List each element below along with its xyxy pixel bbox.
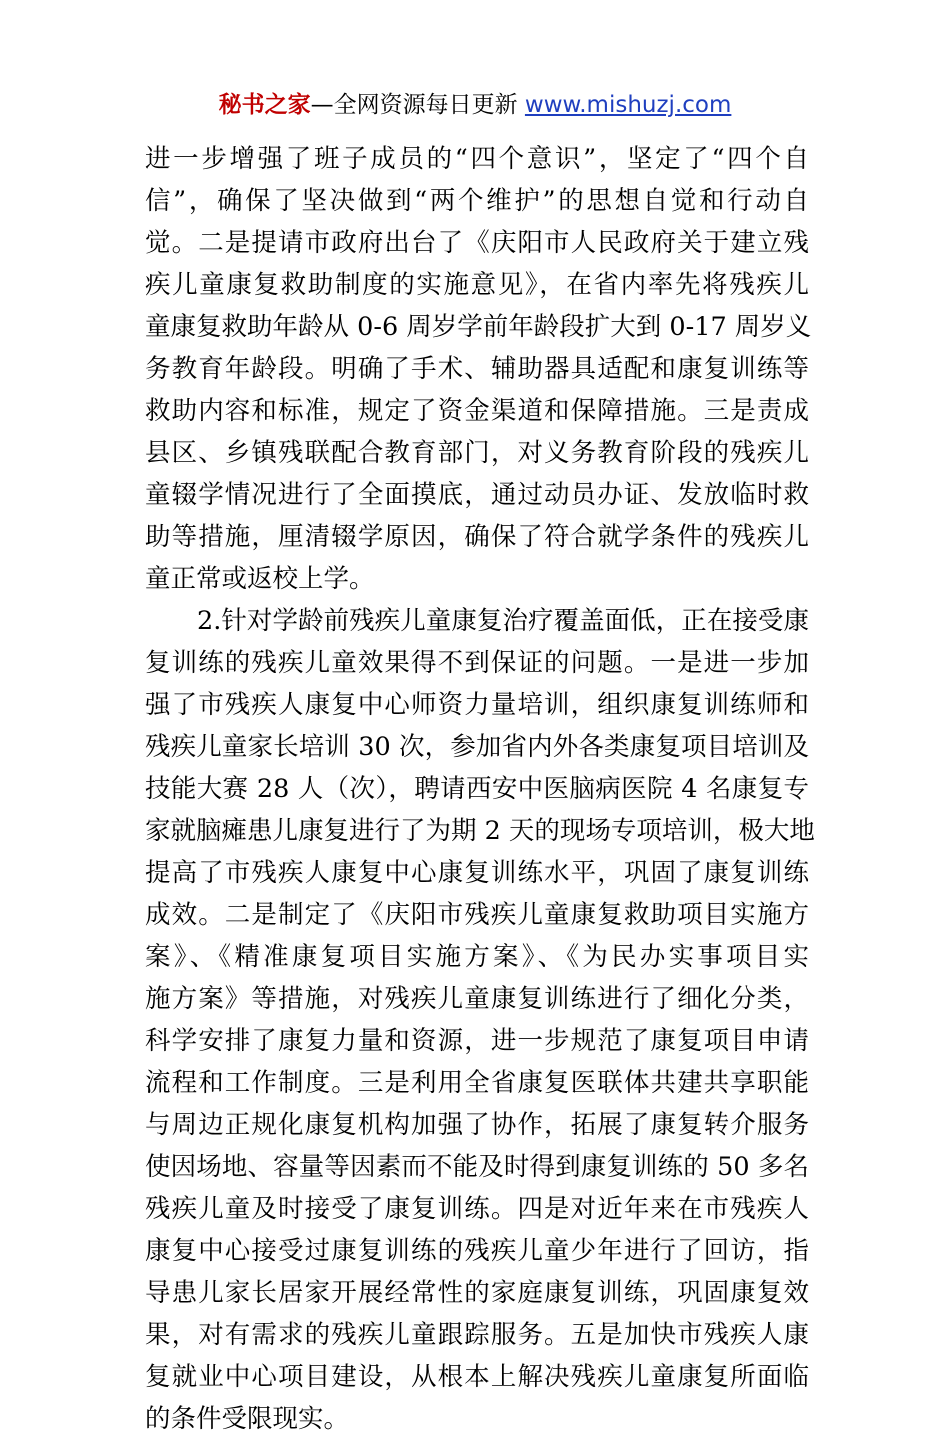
paragraph-end-line: 的条件受限现实。 bbox=[145, 1404, 350, 1434]
text-line: 提高了市残疾人康复中心康复训练水平，巩固了康复训练 bbox=[145, 858, 809, 888]
text-line: 助等措施，厘清辍学原因，确保了符合就学条件的残疾儿 bbox=[145, 522, 809, 552]
paragraph-start-line: 2.针对学龄前残疾儿童康复治疗覆盖面低，正在接受康 bbox=[197, 606, 809, 636]
text-line: 疾儿童康复救助制度的实施意见》，在省内率先将残疾儿 bbox=[145, 270, 809, 300]
text-line: 技能大赛 28 人（次），聘请西安中医脑病医院 4 名康复专 bbox=[145, 774, 809, 804]
text-line: 进一步增强了班子成员的“四个意识”，坚定了“四个自 bbox=[145, 144, 809, 174]
text-line: 导患儿家长居家开展经常性的家庭康复训练，巩固康复效 bbox=[145, 1278, 809, 1308]
text-line: 流程和工作制度。三是利用全省康复医联体共建共享职能 bbox=[145, 1068, 809, 1098]
text-line: 果，对有需求的残疾儿童跟踪服务。五是加快市残疾人康 bbox=[145, 1320, 809, 1350]
text-line: 施方案》等措施，对残疾儿童康复训练进行了细化分类， bbox=[145, 984, 809, 1014]
paragraph-end-line: 童正常或返校上学。 bbox=[145, 564, 375, 594]
text-line: 成效。二是制定了《庆阳市残疾儿童康复救助项目实施方 bbox=[145, 900, 809, 930]
text-line: 觉。二是提请市政府出台了《庆阳市人民政府关于建立残 bbox=[145, 228, 809, 258]
text-line: 童康复救助年龄从 0-6 周岁学前年龄段扩大到 0-17 周岁义 bbox=[145, 312, 812, 342]
text-line: 复训练的残疾儿童效果得不到保证的问题。一是进一步加 bbox=[145, 648, 809, 678]
header-tagline: —全网资源每日更新 bbox=[310, 92, 525, 118]
text-line: 救助内容和标准，规定了资金渠道和保障措施。三是责成 bbox=[145, 396, 809, 426]
page-header bbox=[0, 90, 950, 120]
text-line: 残疾儿童家长培训 30 次，参加省内外各类康复项目培训及 bbox=[145, 732, 809, 762]
text-line: 康复中心接受过康复训练的残疾儿童少年进行了回访，指 bbox=[145, 1236, 809, 1266]
text-line: 信”，确保了坚决做到“两个维护”的思想自觉和行动自 bbox=[145, 186, 809, 216]
text-line: 强了市残疾人康复中心师资力量培训，组织康复训练师和 bbox=[145, 690, 809, 720]
text-line: 务教育年龄段。明确了手术、辅助器具适配和康复训练等 bbox=[145, 354, 809, 384]
brand-name: 秘书之家 bbox=[218, 92, 311, 118]
text-line: 使因场地、容量等因素而不能及时得到康复训练的 50 多名 bbox=[145, 1152, 809, 1182]
text-line: 科学安排了康复力量和资源，进一步规范了康复项目申请 bbox=[145, 1026, 809, 1056]
text-line: 家就脑瘫患儿康复进行了为期 2 天的现场专项培训，极大地 bbox=[145, 816, 815, 846]
text-line: 残疾儿童及时接受了康复训练。四是对近年来在市残疾人 bbox=[145, 1194, 809, 1224]
text-line: 与周边正规化康复机构加强了协作，拓展了康复转介服务 bbox=[145, 1110, 809, 1140]
document-body bbox=[145, 138, 815, 1440]
text-line: 案》、《精准康复项目实施方案》、《为民办实事项目实 bbox=[145, 942, 809, 972]
text-line: 县区、乡镇残联配合教育部门，对义务教育阶段的残疾儿 bbox=[145, 438, 809, 468]
text-line: 童辍学情况进行了全面摸底，通过动员办证、发放临时救 bbox=[145, 480, 809, 510]
text-line: 复就业中心项目建设，从根本上解决残疾儿童康复所面临 bbox=[145, 1362, 809, 1392]
site-link[interactable]: www.mishuzj.com bbox=[524, 92, 732, 118]
